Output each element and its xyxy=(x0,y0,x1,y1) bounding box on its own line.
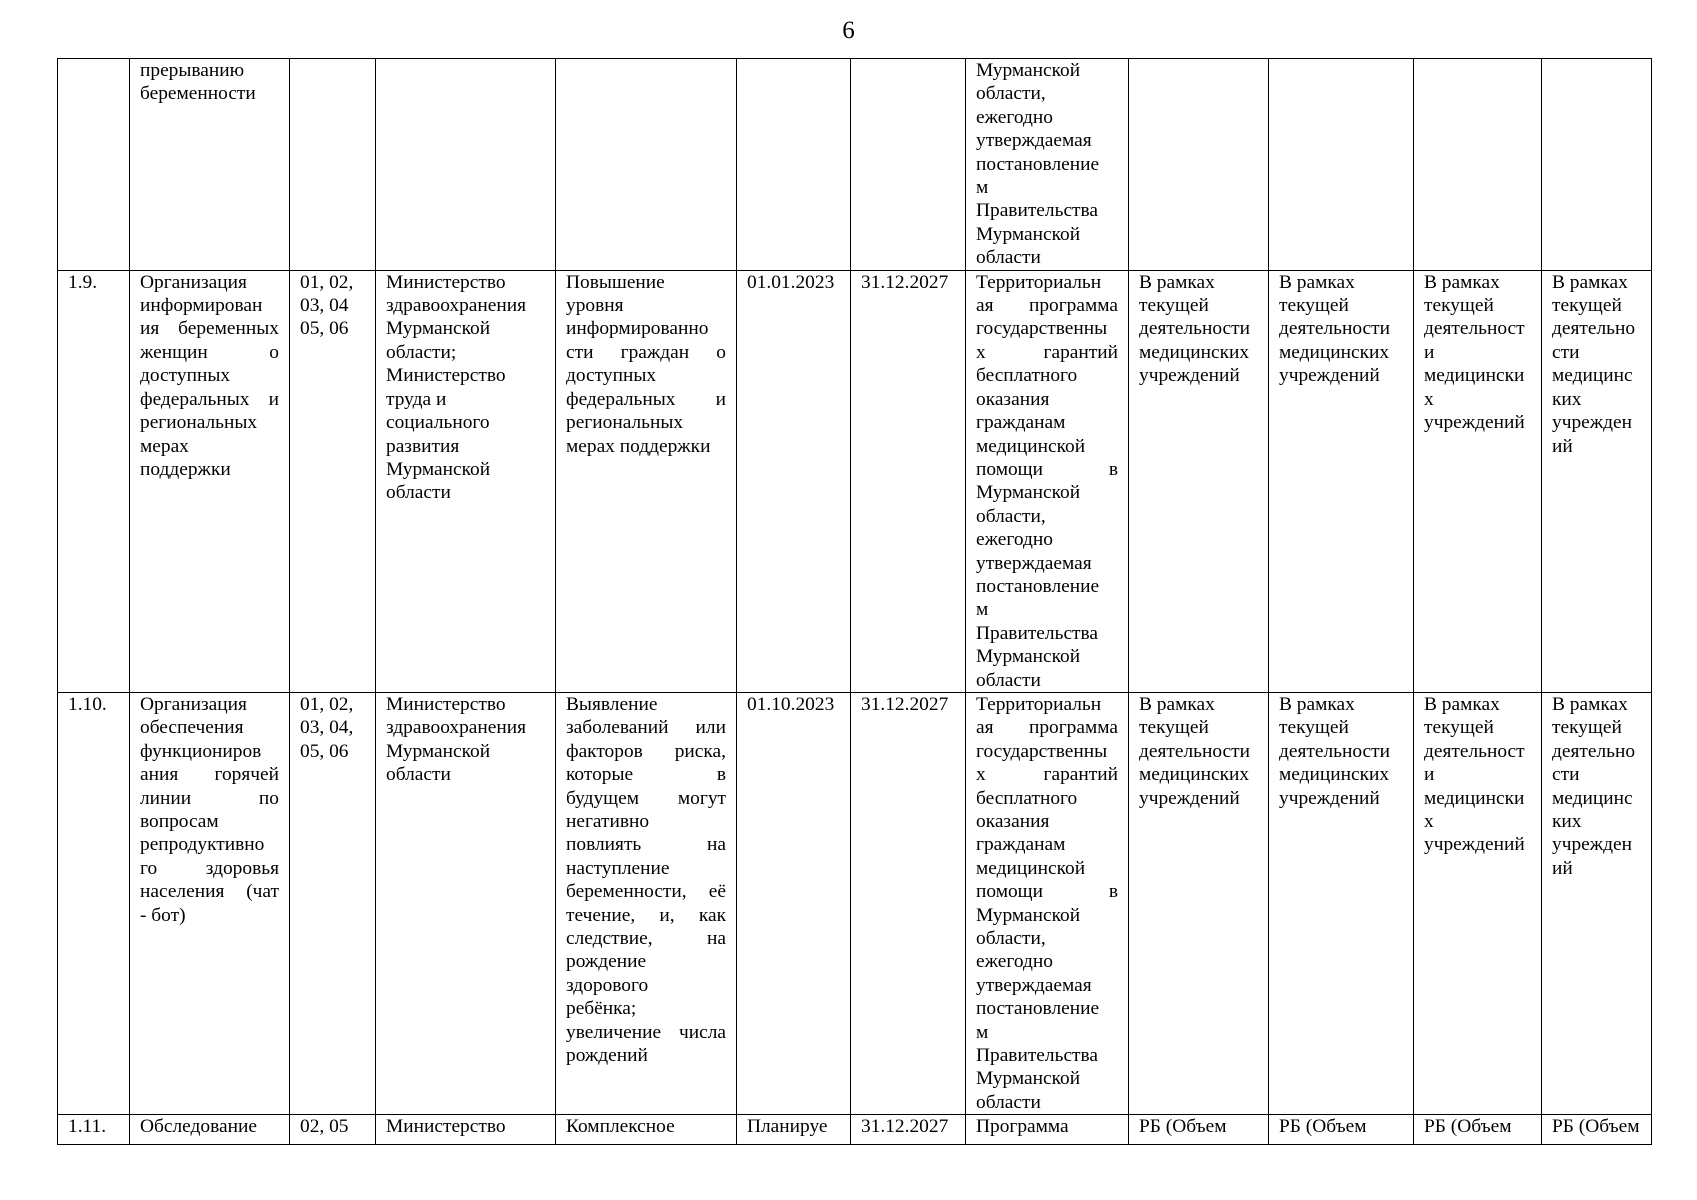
cell-line: постановление xyxy=(976,998,1100,1020)
cell-line: труда и xyxy=(386,388,447,410)
cell-line: постановление xyxy=(976,575,1100,597)
cell-line: В рамках xyxy=(1424,271,1500,293)
cell-expected-result xyxy=(556,59,737,271)
cell-line: области xyxy=(976,1091,1041,1113)
cell-line: области, xyxy=(976,83,1046,105)
cell-line: наступление xyxy=(566,857,670,879)
cell-line: Министерство xyxy=(386,271,506,293)
page-number: 6 xyxy=(842,17,855,44)
cell-line: учрежден xyxy=(1552,412,1632,434)
cell-line: которые в xyxy=(566,764,726,786)
cell-line: увеличение числа xyxy=(566,1021,726,1043)
cell-line: х гарантий xyxy=(976,764,1118,786)
cell-line: негативно xyxy=(566,811,650,832)
cell-line: деятельности xyxy=(1139,740,1251,762)
cell-line: 03, 04, xyxy=(300,717,354,739)
cell-line: оказания xyxy=(976,388,1050,410)
cell-line: текущей xyxy=(1139,295,1209,317)
cell-line: го здоровья xyxy=(140,857,279,879)
cell-line: Программа xyxy=(976,1116,1069,1138)
cell-line: деятельност xyxy=(1424,740,1525,762)
cell-executor xyxy=(376,59,556,271)
cell-end-date: 31.12.2027 xyxy=(851,1115,966,1145)
cell-start-date: 01.01.2023 xyxy=(737,270,851,692)
cell-line: социального xyxy=(386,412,490,434)
cell-executor xyxy=(376,692,556,1114)
cell-line: беременности, её xyxy=(566,881,726,903)
cell-line: развития xyxy=(386,435,460,457)
cell-codes xyxy=(290,270,376,692)
cell-line: здорового xyxy=(566,974,649,996)
cell-line: рождений xyxy=(566,1045,648,1067)
cell-line: гражданам xyxy=(976,412,1066,434)
cell-line: обеспечения xyxy=(140,717,244,739)
cell-measure-name xyxy=(130,692,290,1114)
cell-line: Территориальн xyxy=(976,693,1102,715)
cell-line: 05, 06 xyxy=(300,740,349,762)
cell-line: ежегодно xyxy=(976,106,1053,128)
cell-line: Мурманской xyxy=(976,904,1081,926)
cell-line: учреждений xyxy=(1139,787,1240,809)
cell-line: В рамках xyxy=(1552,693,1628,715)
cell-measure-name xyxy=(130,1115,290,1145)
cell-line: утверждаемая xyxy=(976,130,1092,152)
cell-line: деятельности xyxy=(1279,318,1391,340)
cell-line: учреждений xyxy=(1424,412,1525,434)
cell-number: 1.10. xyxy=(58,692,130,1114)
cell-line: рождение xyxy=(566,951,647,973)
cell-start-date: Планируе xyxy=(737,1115,851,1145)
cell-number: 1.9. xyxy=(58,270,130,692)
cell-line: здравоохранения xyxy=(386,717,527,739)
cell-codes xyxy=(290,692,376,1114)
cell-line: государственны xyxy=(976,740,1108,762)
cell-line: текущей xyxy=(1424,295,1494,317)
cell-year-4 xyxy=(1542,59,1652,271)
table-row xyxy=(58,59,1652,271)
cell-line: РБ (Объем xyxy=(1139,1116,1227,1138)
cell-line: ий xyxy=(1552,857,1573,879)
cell-measure-name xyxy=(130,59,290,271)
cell-year-1 xyxy=(1129,59,1269,271)
cell-line: Организация xyxy=(140,271,247,293)
cell-line: оказания xyxy=(976,811,1050,832)
cell-line: х xyxy=(1424,388,1434,410)
cell-year-3 xyxy=(1414,59,1542,271)
cell-line: Правительства xyxy=(976,622,1099,644)
cell-year-2 xyxy=(1269,59,1414,271)
cell-line: ких xyxy=(1552,388,1582,410)
cell-line: деятельности xyxy=(1279,740,1391,762)
cell-end-date: 31.12.2027 xyxy=(851,692,966,1114)
cell-line: и xyxy=(1424,341,1435,363)
cell-year-1 xyxy=(1129,692,1269,1114)
cell-line: В рамках xyxy=(1279,271,1355,293)
cell-line: Министерство xyxy=(386,365,506,387)
cell-line: 03, 04 xyxy=(300,295,349,317)
cell-line: учрежден xyxy=(1552,834,1632,856)
cell-line: деятельности xyxy=(1139,318,1251,340)
cell-line: медицинских xyxy=(1279,341,1390,363)
cell-funding-source xyxy=(966,1115,1129,1145)
cell-line: - бот) xyxy=(140,904,186,926)
cell-line: поддержки xyxy=(140,458,231,480)
cell-start-date xyxy=(737,59,851,271)
cell-line: области; xyxy=(386,341,457,363)
cell-line: ребёнка; xyxy=(566,998,637,1020)
cell-line: области xyxy=(976,247,1041,269)
cell-line: Мурманской xyxy=(386,740,491,762)
cell-line: учреждений xyxy=(1139,365,1240,387)
cell-line: области xyxy=(976,669,1041,691)
cell-line: х гарантий xyxy=(976,341,1118,363)
cell-year-1 xyxy=(1129,1115,1269,1145)
cell-line: гражданам xyxy=(976,834,1066,856)
cell-line: мерах поддержки xyxy=(566,435,711,457)
cell-line: течение, и, как xyxy=(566,904,726,926)
cell-line: функциониров xyxy=(140,740,262,762)
cell-line: помощи в xyxy=(976,881,1118,903)
cell-line: РБ (Объем xyxy=(1279,1116,1367,1138)
cell-year-2 xyxy=(1269,270,1414,692)
cell-line: мерах xyxy=(140,435,189,457)
cell-codes xyxy=(290,59,376,271)
cell-line: м xyxy=(976,177,989,199)
cell-line: Правительства xyxy=(976,1045,1099,1067)
cell-line: области, xyxy=(976,505,1046,527)
cell-line: утверждаемая xyxy=(976,974,1092,996)
measures-table xyxy=(57,58,1652,1145)
cell-executor xyxy=(376,1115,556,1145)
cell-year-3 xyxy=(1414,270,1542,692)
cell-line: федеральных и xyxy=(140,388,279,410)
cell-line: учреждений xyxy=(1279,365,1380,387)
cell-line: деятельно xyxy=(1552,318,1636,340)
cell-line: повлиять на xyxy=(566,834,726,856)
cell-year-1 xyxy=(1129,270,1269,692)
cell-end-date: 31.12.2027 xyxy=(851,270,966,692)
cell-line: РБ (Объем xyxy=(1552,1116,1640,1138)
cell-line: беременности xyxy=(140,83,256,105)
cell-line: вопросам xyxy=(140,811,219,832)
cell-line: женщин о xyxy=(140,341,279,363)
cell-line: Мурманской xyxy=(976,482,1081,504)
table-row xyxy=(58,692,1652,1114)
cell-expected-result xyxy=(556,1115,737,1145)
cell-line: доступных xyxy=(566,365,657,387)
cell-line: медицинской xyxy=(976,857,1086,879)
cell-line: Выявление xyxy=(566,693,658,715)
cell-line: государственны xyxy=(976,318,1108,340)
cell-year-2 xyxy=(1269,1115,1414,1145)
cell-line: деятельност xyxy=(1424,318,1525,340)
cell-line: РБ (Объем xyxy=(1424,1116,1512,1138)
cell-line: медицинской xyxy=(976,435,1086,457)
cell-line: х xyxy=(1424,811,1434,832)
cell-line: медицинс xyxy=(1552,365,1633,387)
cell-line: медицинских xyxy=(1139,764,1250,786)
cell-line: бесплатного xyxy=(976,365,1078,387)
cell-line: м xyxy=(976,599,989,621)
cell-line: Мурманской xyxy=(976,1068,1081,1090)
cell-line: заболеваний или xyxy=(566,717,726,739)
cell-measure-name xyxy=(130,270,290,692)
cell-line: области xyxy=(386,764,451,786)
cell-line: текущей xyxy=(1139,717,1209,739)
cell-line: информированно xyxy=(566,318,709,340)
cell-line: будущем могут xyxy=(566,787,726,809)
cell-year-2 xyxy=(1269,692,1414,1114)
cell-line: бесплатного xyxy=(976,787,1078,809)
table-row xyxy=(58,270,1652,692)
cell-year-4 xyxy=(1542,692,1652,1114)
cell-line: помощи в xyxy=(976,458,1118,480)
cell-line: текущей xyxy=(1279,295,1349,317)
cell-line: факторов риска, xyxy=(566,740,726,762)
cell-line: деятельно xyxy=(1552,740,1636,762)
cell-line: ий xyxy=(1552,435,1573,457)
cell-codes xyxy=(290,1115,376,1145)
cell-line: сти граждан о xyxy=(566,341,726,363)
cell-line: 05, 06 xyxy=(300,318,349,340)
cell-funding-source xyxy=(966,270,1129,692)
cell-year-4 xyxy=(1542,270,1652,692)
table-row xyxy=(58,1115,1652,1145)
cell-line: медицинских xyxy=(1139,341,1250,363)
cell-line: Территориальн xyxy=(976,271,1102,293)
cell-line: Мурманской xyxy=(386,458,491,480)
cell-funding-source xyxy=(966,59,1129,271)
cell-line: области, xyxy=(976,928,1046,950)
cell-line: м xyxy=(976,1021,989,1043)
cell-line: текущей xyxy=(1279,717,1349,739)
cell-line: постановление xyxy=(976,153,1100,175)
cell-expected-result xyxy=(556,270,737,692)
cell-line: В рамках xyxy=(1139,271,1215,293)
cell-year-3 xyxy=(1414,692,1542,1114)
cell-number xyxy=(58,59,130,271)
cell-line: федеральных и xyxy=(566,388,726,410)
cell-line: 01, 02, xyxy=(300,271,354,293)
cell-line: Обследование xyxy=(140,1116,257,1138)
cell-line: 02, 05 xyxy=(300,1116,349,1138)
cell-line: ая программа xyxy=(976,717,1118,739)
cell-line: и xyxy=(1424,764,1435,786)
cell-line: Мурманской xyxy=(386,318,491,340)
cell-number: 1.11. xyxy=(58,1115,130,1145)
cell-line: области xyxy=(386,482,451,504)
cell-line: медицински xyxy=(1424,787,1525,809)
cell-line: утверждаемая xyxy=(976,552,1092,574)
cell-line: сти xyxy=(1552,764,1580,786)
cell-line: ания горячей xyxy=(140,764,279,786)
cell-line: учреждений xyxy=(1424,834,1525,856)
cell-line: ежегодно xyxy=(976,529,1053,551)
cell-line: уровня xyxy=(566,295,624,317)
cell-line: следствие, на xyxy=(566,928,726,950)
cell-line: ия беременных xyxy=(140,318,279,340)
cell-line: В рамках xyxy=(1279,693,1355,715)
cell-end-date xyxy=(851,59,966,271)
cell-funding-source xyxy=(966,692,1129,1114)
cell-line: текущей xyxy=(1424,717,1494,739)
cell-line: текущей xyxy=(1552,717,1622,739)
cell-line: текущей xyxy=(1552,295,1622,317)
cell-line: прерыванию xyxy=(140,60,245,81)
cell-line: В рамках xyxy=(1139,693,1215,715)
cell-line: ежегодно xyxy=(976,951,1053,973)
cell-year-4 xyxy=(1542,1115,1652,1145)
cell-line: В рамках xyxy=(1424,693,1500,715)
cell-line: региональных xyxy=(566,412,684,434)
cell-line: ая программа xyxy=(976,295,1118,317)
cell-line: Мурманской xyxy=(976,646,1081,668)
cell-line: Организация xyxy=(140,693,247,715)
cell-start-date: 01.10.2023 xyxy=(737,692,851,1114)
cell-year-3 xyxy=(1414,1115,1542,1145)
cell-executor xyxy=(376,270,556,692)
cell-line: сти xyxy=(1552,341,1580,363)
cell-line: доступных xyxy=(140,365,231,387)
cell-line: Повышение xyxy=(566,271,665,293)
cell-line: ких xyxy=(1552,811,1582,832)
cell-line: медицинских xyxy=(1279,764,1390,786)
cell-line: здравоохранения xyxy=(386,295,527,317)
cell-line: учреждений xyxy=(1279,787,1380,809)
cell-line: репродуктивно xyxy=(140,834,265,856)
cell-line: населения (чат xyxy=(140,881,279,903)
cell-line: Мурманской xyxy=(976,223,1081,245)
cell-expected-result xyxy=(556,692,737,1114)
cell-line: В рамках xyxy=(1552,271,1628,293)
cell-line: информирован xyxy=(140,295,263,317)
cell-line: Правительства xyxy=(976,200,1099,222)
cell-line: Министерство xyxy=(386,1116,506,1138)
cell-line: региональных xyxy=(140,412,258,434)
cell-line: линии по xyxy=(140,787,279,809)
cell-line: Мурманской xyxy=(976,60,1081,81)
cell-line: 01, 02, xyxy=(300,693,354,715)
cell-line: медицински xyxy=(1424,365,1525,387)
cell-line: медицинс xyxy=(1552,787,1633,809)
cell-line: Министерство xyxy=(386,693,506,715)
cell-line: Комплексное xyxy=(566,1116,675,1138)
